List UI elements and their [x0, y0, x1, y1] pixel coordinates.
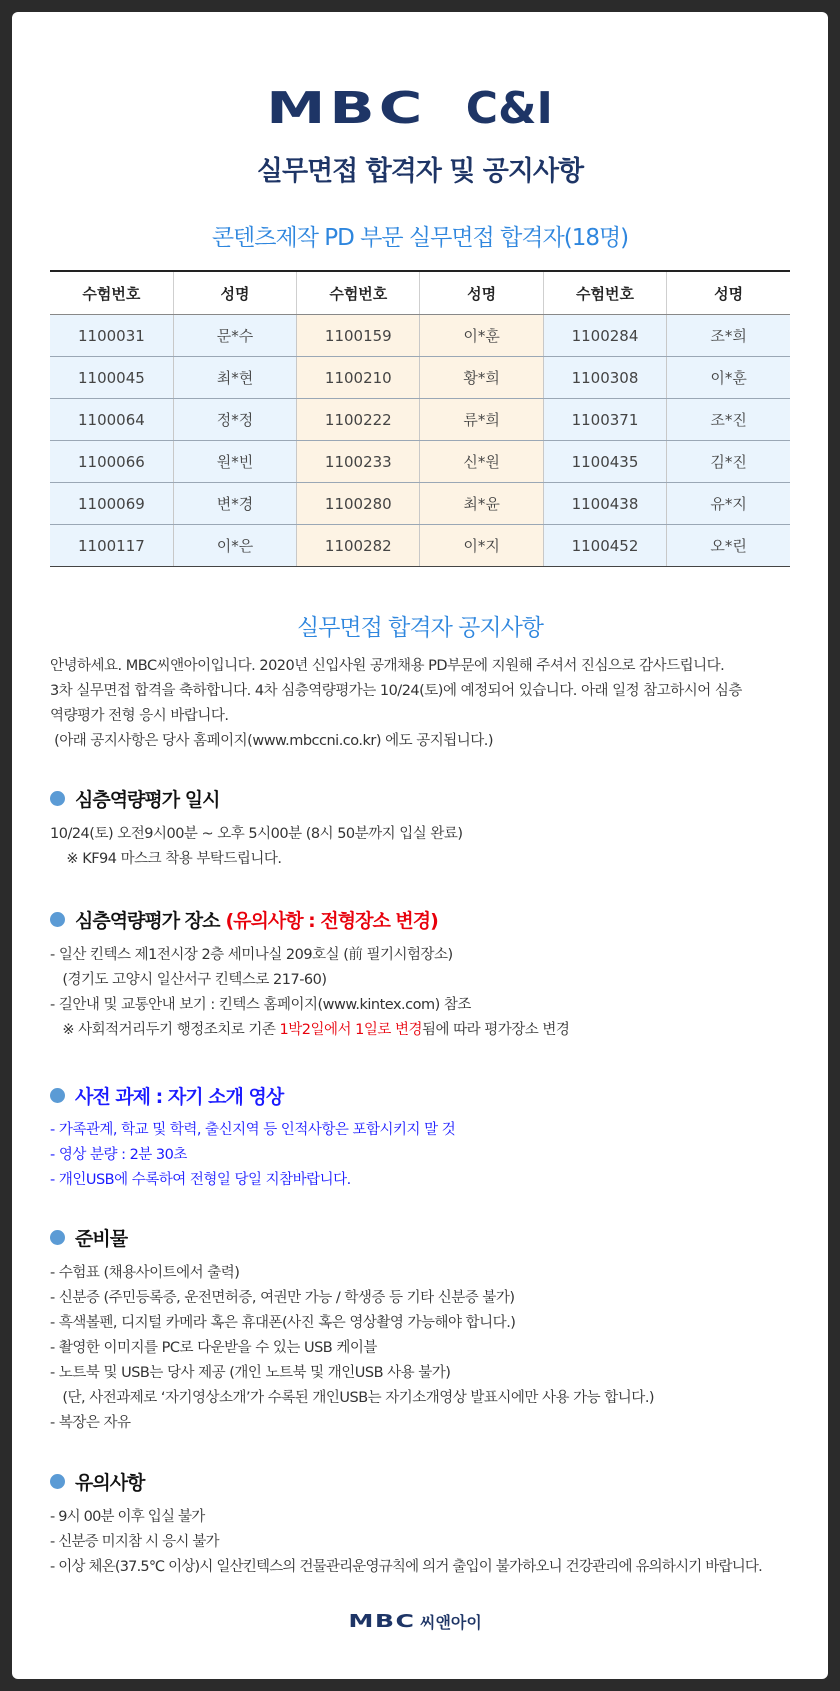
footer-logo-korean: 씨앤아이 [420, 1613, 482, 1632]
datetime-heading [50, 785, 219, 812]
body-line: - 9시 00분 이후 입실 불가 [50, 1509, 205, 1525]
intro-line: 안녕하세요. MBC씨앤아이입니다. 2020년 신입사원 공개채용 PD부문에 지원해 주셔서 진심으로 감사드립니다. [50, 658, 725, 674]
header-name: 성명 [173, 271, 296, 315]
body-line: - 노트북 및 USB는 당사 제공 (개인 노트북 및 개인USB 사용 불가) [50, 1365, 451, 1381]
body-line: 10/24(토) 오전9시00분 ~ 오후 5시00분 (8시 50분까지 입실 완료) [50, 826, 463, 842]
table-row [50, 399, 790, 441]
header-exam-number: 수험번호 [297, 271, 420, 315]
footer-logo [12, 1610, 828, 1633]
body-line: (단, 사전과제로 ‘자기영상소개’가 수록된 개인USB는 자기소개영상 발표시에만 사용 가능 합니다.) [50, 1390, 655, 1406]
table-cell: 문*수 [173, 315, 296, 357]
bullet-dot-icon [50, 912, 65, 927]
table-row [50, 525, 790, 567]
bullet-dot-icon [50, 1230, 65, 1245]
table-cell: 이*지 [420, 525, 543, 567]
table-cell: 이*은 [173, 525, 296, 567]
table-cell: 1100045 [50, 357, 173, 399]
table-cell: 오*린 [667, 525, 790, 567]
table-cell: 김*진 [667, 441, 790, 483]
body-line: (경기도 고양시 일산서구 킨텍스로 217-60) [50, 972, 327, 988]
bullet-dot-icon [50, 791, 65, 806]
body-line: - 신분증 미지참 시 응시 불가 [50, 1534, 219, 1550]
header-exam-number: 수험번호 [543, 271, 666, 315]
body-line: - 이상 체온(37.5℃ 이상)시 일산킨텍스의 건물관리운영규칙에 의거 출입이 불가하오니 건강관리에 유의하시기 바랍니다. [50, 1559, 762, 1575]
body-line: - 길안내 및 교통안내 보기 : 킨텍스 홈페이지(www.kintex.com) 참조 [50, 997, 471, 1013]
items-heading [50, 1224, 127, 1251]
table-cell: 1100159 [297, 315, 420, 357]
caution-heading-text: 유의사항 [75, 1472, 145, 1494]
bullet-dot-icon [50, 1474, 65, 1489]
note-text: ※ 사회적거리두기 행정조치로 기존 [50, 1022, 280, 1038]
task-body [50, 1118, 820, 1193]
place-heading-text: 심층역량평가 장소 [75, 910, 220, 932]
table-cell: 조*희 [667, 315, 790, 357]
caution-heading [50, 1468, 144, 1495]
table-row [50, 441, 790, 483]
caution-body [50, 1505, 820, 1580]
table-cell: 1100452 [543, 525, 666, 567]
table-cell: 신*원 [420, 441, 543, 483]
table-cell: 1100117 [50, 525, 173, 567]
header-name: 성명 [420, 271, 543, 315]
table-cell: 1100438 [543, 483, 666, 525]
table-cell: 1100222 [297, 399, 420, 441]
body-line: - 일산 킨텍스 제1전시장 2층 세미나실 209호실 (前 필기시험장소) [50, 947, 453, 963]
place-heading-warning: (유의사항 : 전형장소 변경) [225, 910, 438, 932]
header-name: 성명 [667, 271, 790, 315]
table-cell: 1100282 [297, 525, 420, 567]
intro-line: 역량평가 전형 응시 바랍니다. [50, 708, 229, 724]
table-cell: 1100066 [50, 441, 173, 483]
table-cell: 1100284 [543, 315, 666, 357]
note-highlight: 1박2일에서 1일로 변경 [279, 1022, 422, 1038]
body-line: - 흑색볼펜, 디지털 카메라 혹은 휴대폰(사진 혹은 영상촬영 가능해야 합니다.) [50, 1315, 516, 1331]
header-exam-number: 수험번호 [50, 271, 173, 315]
table-cell: 최*윤 [420, 483, 543, 525]
table-cell: 1100308 [543, 357, 666, 399]
table-row [50, 483, 790, 525]
task-heading [50, 1082, 283, 1109]
table-row [50, 357, 790, 399]
table-cell: 1100435 [543, 441, 666, 483]
table-cell: 류*희 [420, 399, 543, 441]
place-body [50, 943, 820, 1043]
table-cell: 1100371 [543, 399, 666, 441]
table-cell: 이*훈 [420, 315, 543, 357]
table-cell: 조*진 [667, 399, 790, 441]
table-cell: 1100064 [50, 399, 173, 441]
items-heading-text: 준비물 [75, 1228, 128, 1250]
page-title: 실무면접 합격자 및 공지사항 [256, 156, 584, 187]
table-cell: 유*지 [667, 483, 790, 525]
table-row [50, 315, 790, 357]
footer-logo-mbc: MBC [348, 1611, 416, 1632]
table-header-row [50, 271, 790, 315]
datetime-heading-text: 심층역량평가 일시 [75, 789, 220, 811]
place-heading [50, 906, 438, 933]
note-text: 됨에 따라 평가장소 변경 [421, 1022, 570, 1038]
body-line: - 촬영한 이미지를 PC로 다운받을 수 있는 USB 케이블 [50, 1340, 377, 1356]
table-cell: 최*현 [173, 357, 296, 399]
body-line: - 수험표 (채용사이트에서 출력) [50, 1265, 240, 1281]
logo-mbc-text: MBC [266, 83, 427, 134]
table-cell: 황*희 [420, 357, 543, 399]
notice-page [12, 12, 828, 1679]
passers-section-title: 콘텐츠제작 PD 부문 실무면접 합격자(18명) [211, 225, 629, 251]
intro-line: 3차 실무면접 합격을 축하합니다. 4차 심층역량평가는 10/24(토)에 예정되어 있습니다. 아래 일정 참고하시어 심층 [50, 683, 742, 699]
body-line: - 영상 분량 : 2분 30초 [50, 1147, 187, 1163]
intro-line: (아래 공지사항은 당사 홈페이지(www.mbccni.co.kr) 에도 공지됩니다.) [50, 733, 494, 749]
datetime-body [50, 822, 820, 872]
items-body [50, 1261, 820, 1436]
table-cell: 이*훈 [667, 357, 790, 399]
intro-paragraph [50, 654, 810, 754]
logo-ci-text: C&I [465, 83, 553, 134]
passers-table [50, 270, 790, 567]
bullet-dot-icon [50, 1088, 65, 1103]
body-line: ※ KF94 마스크 착용 부탁드립니다. [50, 851, 282, 867]
place-change-note [50, 1018, 820, 1043]
notice-section-title: 실무면접 합격자 공지사항 [296, 615, 544, 641]
table-cell: 1100280 [297, 483, 420, 525]
table-cell: 정*정 [173, 399, 296, 441]
table-cell: 1100210 [297, 357, 420, 399]
body-line: - 복장은 자유 [50, 1415, 131, 1431]
table-cell: 변*경 [173, 483, 296, 525]
table-cell: 1100069 [50, 483, 173, 525]
table-cell: 원*빈 [173, 441, 296, 483]
table-cell: 1100233 [297, 441, 420, 483]
body-line: - 신분증 (주민등록증, 운전면허증, 여권만 가능 / 학생증 등 기타 신분증 불가) [50, 1290, 515, 1306]
body-line: - 가족관계, 학교 및 학력, 출신지역 등 인적사항은 포함시키지 말 것 [50, 1122, 456, 1138]
body-line: - 개인USB에 수록하여 전형일 당일 지참바랍니다. [50, 1172, 351, 1188]
mbc-ci-logo [12, 84, 828, 134]
table-cell: 1100031 [50, 315, 173, 357]
task-heading-text: 사전 과제 : 자기 소개 영상 [75, 1086, 284, 1108]
